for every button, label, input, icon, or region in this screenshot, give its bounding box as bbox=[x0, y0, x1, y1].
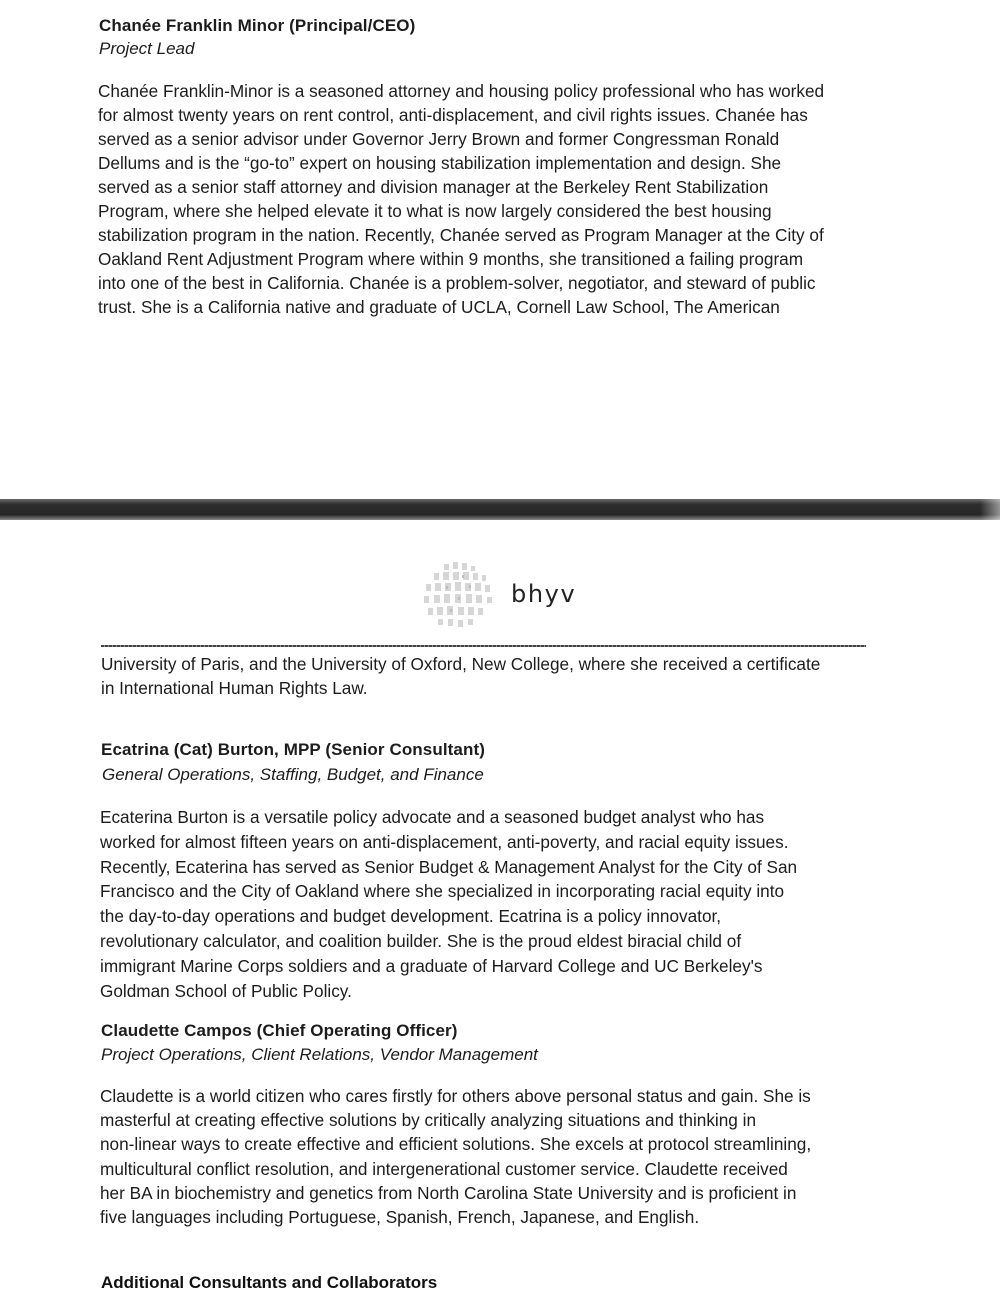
bio-line: Claudette is a world citizen who cares firstly for others above personal status and gain. She is bbox=[100, 1086, 811, 1106]
bio-line: revolutionary calculator, and coalition builder. She is the proud eldest biracial child of bbox=[100, 930, 742, 951]
honeycomb-logo-icon bbox=[418, 560, 498, 634]
bio-line: non-linear ways to create effective and efficient solutions. She excels at protocol streamlining, bbox=[100, 1134, 812, 1155]
bio-line: Dellums and is the “go-to” expert on housing stabilization implementation and design. She bbox=[98, 153, 782, 173]
bio-line: in International Human Rights Law. bbox=[101, 678, 368, 698]
bio-line: Francisco and the City of Oakland where she specialized in incorporating racial equity into bbox=[100, 881, 785, 902]
bio-line: Recently, Ecaterina has served as Senior Budget & Management Analyst for the City of San bbox=[100, 856, 798, 877]
divider-shine bbox=[980, 499, 1000, 520]
bio-line: for almost twenty years on rent control, anti-displacement, and civil rights issues. Chanée has bbox=[98, 105, 808, 125]
bio-line: Goldman School of Public Policy. bbox=[100, 980, 352, 1001]
bio-line: worked for almost fifteen years on anti-displacement, anti-poverty, and racial equity issues. bbox=[100, 831, 789, 852]
page1-role: Project Lead bbox=[99, 39, 195, 58]
bio-line: Program, where she helped elevate it to what is now largely considered the best housing bbox=[98, 201, 772, 221]
bio-line: served as a senior staff attorney and division manager at the Berkeley Rent Stabilization bbox=[98, 177, 769, 197]
bio-line: University of Paris, and the University of Oxford, New College, where she received a certificate bbox=[101, 654, 821, 674]
person2-bio bbox=[100, 805, 797, 1003]
bio-line: masterful at creating effective solutions by critically analyzing situations and thinking in bbox=[100, 1110, 757, 1131]
bio-line: into one of the best in California. Chanée is a problem-solver, negotiator, and steward of public bbox=[98, 273, 816, 293]
bio-line: Oakland Rent Adjustment Program where within 9 months, she transitioned a failing program bbox=[98, 249, 804, 269]
header-rule bbox=[101, 645, 866, 647]
continuation-text bbox=[101, 652, 820, 700]
bio-line: multicultural conflict resolution, and intergenerational customer service. Claudette received bbox=[100, 1158, 788, 1179]
page-divider bbox=[0, 499, 1000, 520]
bio-line: trust. She is a California native and graduate of UCLA, Cornell Law School, The American bbox=[98, 297, 780, 317]
person2-role: General Operations, Staffing, Budget, and Finance bbox=[102, 765, 484, 784]
bio-line: her BA in biochemistry and genetics from North Carolina State University and is proficient in bbox=[100, 1182, 797, 1203]
bio-line: five languages including Portuguese, Spanish, French, Japanese, and English. bbox=[100, 1207, 700, 1228]
brand-name: bhyv bbox=[511, 580, 577, 608]
person3-role: Project Operations, Client Relations, Vendor Management bbox=[101, 1045, 538, 1064]
bio-line: immigrant Marine Corps soldiers and a graduate of Harvard College and UC Berkeley's bbox=[100, 955, 763, 976]
page1-bio bbox=[98, 79, 824, 319]
person2-name: Ecatrina (Cat) Burton, MPP (Senior Consultant) bbox=[101, 740, 485, 759]
person3-name: Claudette Campos (Chief Operating Officer) bbox=[101, 1021, 458, 1040]
bio-line: Ecaterina Burton is a versatile policy advocate and a seasoned budget analyst who has bbox=[100, 807, 765, 827]
bio-line: the day-to-day operations and budget development. Ecatrina is a policy innovator, bbox=[100, 906, 722, 927]
bio-line: served as a senior advisor under Governor Jerry Brown and former Congressman Ronald bbox=[98, 129, 780, 149]
bio-line: stabilization program in the nation. Recently, Chanée served as Program Manager at the City of bbox=[98, 225, 824, 245]
bio-line: Chanée Franklin-Minor is a seasoned attorney and housing policy professional who has worked bbox=[98, 81, 825, 101]
person3-bio bbox=[100, 1084, 811, 1229]
page1-name: Chanée Franklin Minor (Principal/CEO) bbox=[99, 16, 416, 35]
next-section-heading: Additional Consultants and Collaborators bbox=[101, 1273, 438, 1292]
